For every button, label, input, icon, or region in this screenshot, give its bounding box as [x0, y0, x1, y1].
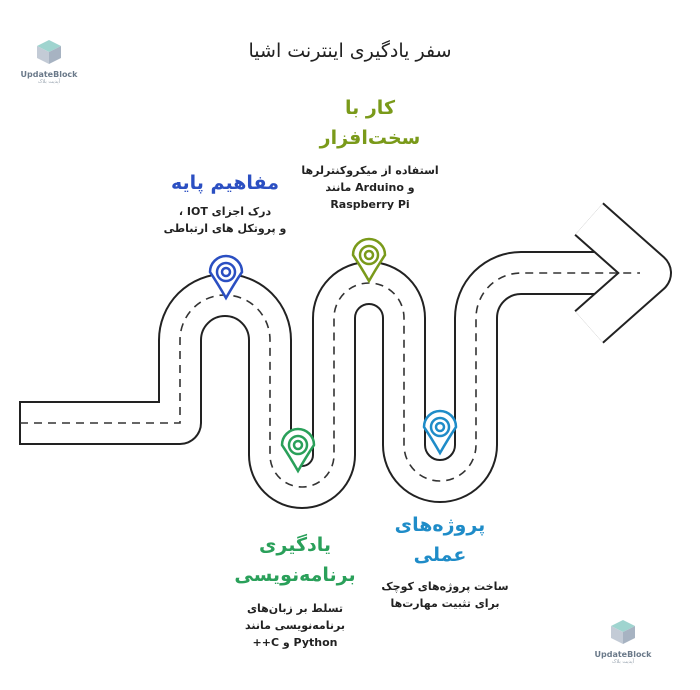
step-4-desc-line: ساخت پروژه‌های کوچک	[381, 580, 509, 593]
step-2-title	[295, 93, 445, 153]
step-4-title-line: عملی	[413, 544, 467, 566]
cube-logo-icon	[608, 618, 638, 646]
map-pin-icon	[353, 239, 385, 281]
step-1-desc-line: و پروتکل های ارتباطی	[163, 222, 287, 235]
step-1-desc-line: درک اجزای IOT ،	[178, 205, 272, 218]
map-pin-icon	[282, 429, 314, 471]
step-3-desc-line: Python و C++	[252, 636, 338, 649]
step-3-title	[215, 530, 375, 590]
step-4-description	[360, 578, 530, 612]
step-3-description	[215, 600, 375, 651]
step-4-title-line: پروژه‌های	[394, 514, 486, 536]
brand-logo	[14, 38, 84, 85]
step-2-description	[285, 162, 455, 213]
brand-tagline: آپدیت بلاک	[37, 79, 61, 85]
step-3-desc-line: تسلط بر زبان‌های	[246, 602, 344, 615]
brand-name: UpdateBlock	[20, 70, 78, 79]
step-2-desc-line: و Arduino مانند	[325, 181, 415, 194]
step-2-desc-line: Raspberry Pi	[330, 198, 410, 211]
step-3-desc-line: برنامه‌نویسی مانند	[245, 619, 345, 632]
map-pin-icon	[210, 256, 242, 298]
map-pin-icon	[424, 411, 456, 453]
cube-logo-icon	[34, 38, 64, 66]
brand-logo	[588, 618, 658, 665]
step-1-title	[150, 168, 300, 198]
step-1-title-line: مفاهیم پایه	[171, 172, 279, 194]
step-3-title-line: برنامه‌نویسی	[234, 564, 356, 586]
step-4-title	[365, 510, 515, 570]
brand-tagline: آپدیت بلاک	[611, 659, 635, 665]
step-2-title-line: سخت‌افزار	[319, 127, 421, 149]
brand-name: UpdateBlock	[594, 650, 652, 659]
step-2-desc-line: استفاده از میکروکنترلرها	[301, 164, 439, 177]
step-4-desc-line: برای تثبیت مهارت‌ها	[390, 597, 500, 610]
step-3-title-line: یادگیری	[258, 534, 332, 556]
step-2-title-line: کار با	[344, 97, 395, 119]
page-title: سفر یادگیری اینترنت اشیا	[248, 40, 452, 62]
